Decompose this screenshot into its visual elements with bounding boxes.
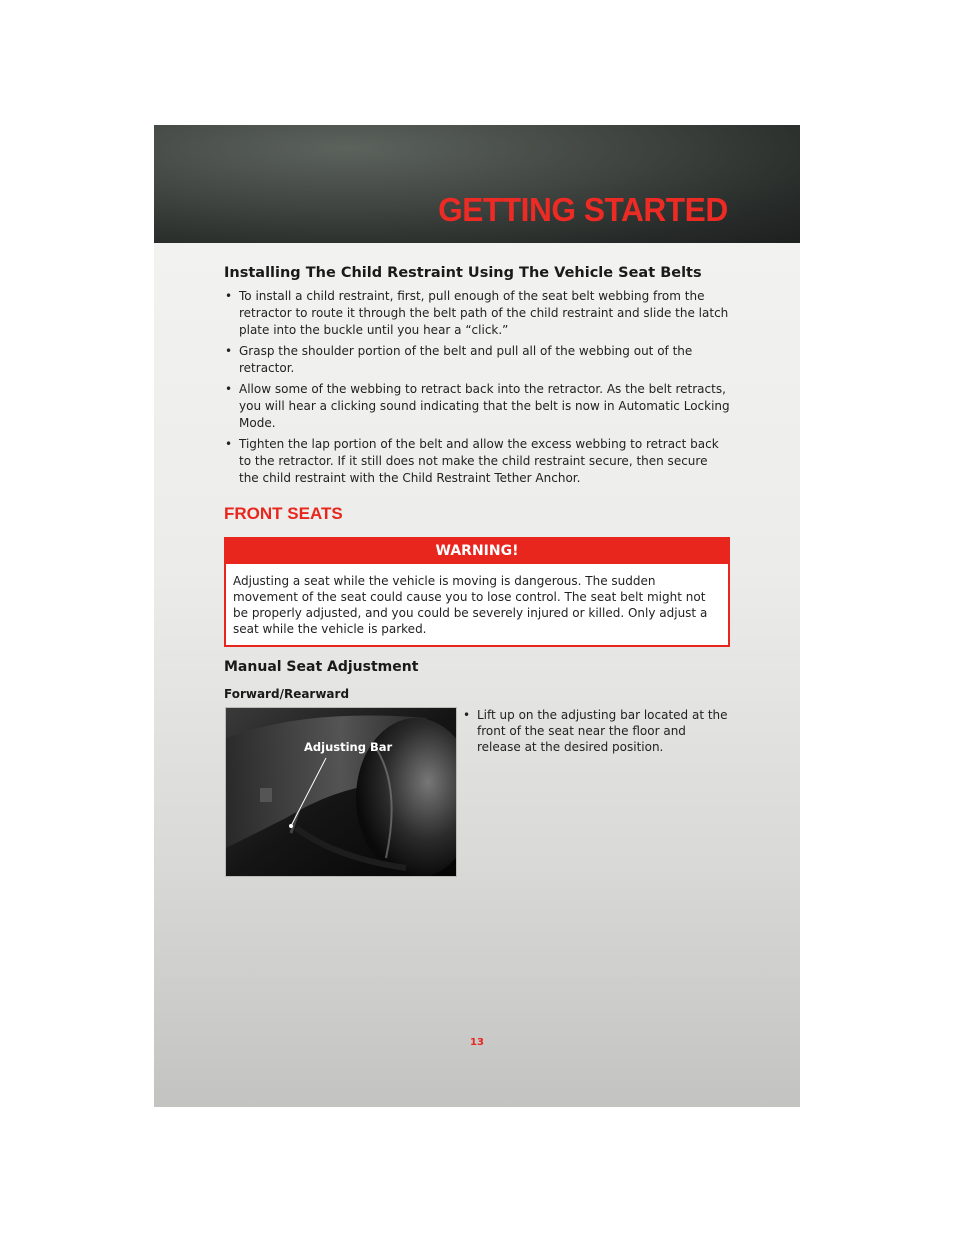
seat-photo [225,707,457,877]
seat-illustration [226,708,456,876]
adjusting-bar-label: Adjusting Bar [304,740,393,754]
warning-box [224,537,730,647]
content [224,265,730,877]
header-banner [154,125,800,243]
child-restraint-bullets [224,288,730,487]
figure-row [224,707,730,877]
warning-label: WARNING! [226,539,728,564]
section-heading-child-restraint: Installing The Child Restraint Using The Vehicle Seat Belts [224,265,702,281]
warning-text: Adjusting a seat while the vehicle is moving is dangerous. The sudden movement of the seat could cause you to lose control. The seat belt might not be properly adjusted, and you could be severely injured or killed. Only adjust a seat while the vehicle is parked. [233,574,708,636]
forward-rearward-heading: Forward/Rearward [224,687,350,701]
list-item: • Lift up on the adjusting bar located at the front of the seat near the floor and release at the desired position. [462,707,732,755]
list-item: • Grasp the shoulder portion of the belt and pull all of the webbing out of the retractor. [224,343,730,377]
page [154,125,800,1107]
list-item: • Tighten the lap portion of the belt and allow the excess webbing to retract back to the retractor. If it still does not make the child restraint secure, then secure the child restraint with the Child Restraint Tether Anchor. [224,436,730,487]
page-number: 13 [470,1037,484,1048]
manual-seat-heading: Manual Seat Adjustment [224,659,419,675]
list-item: • Allow some of the webbing to retract back into the retractor. As the belt retracts, you will hear a clicking sound indicating that the belt is now in Automatic Locking Mode. [224,381,730,432]
forward-rearward-bullets [462,707,732,755]
list-item: • To install a child restraint, first, pull enough of the seat belt webbing from the retractor to route it through the belt path of the child restraint and slide the latch plate into the buckle until you hear a “click.” [224,288,730,339]
section-heading-front-seats: FRONT SEATS [224,504,343,523]
page-title: GETTING STARTED [438,191,728,228]
